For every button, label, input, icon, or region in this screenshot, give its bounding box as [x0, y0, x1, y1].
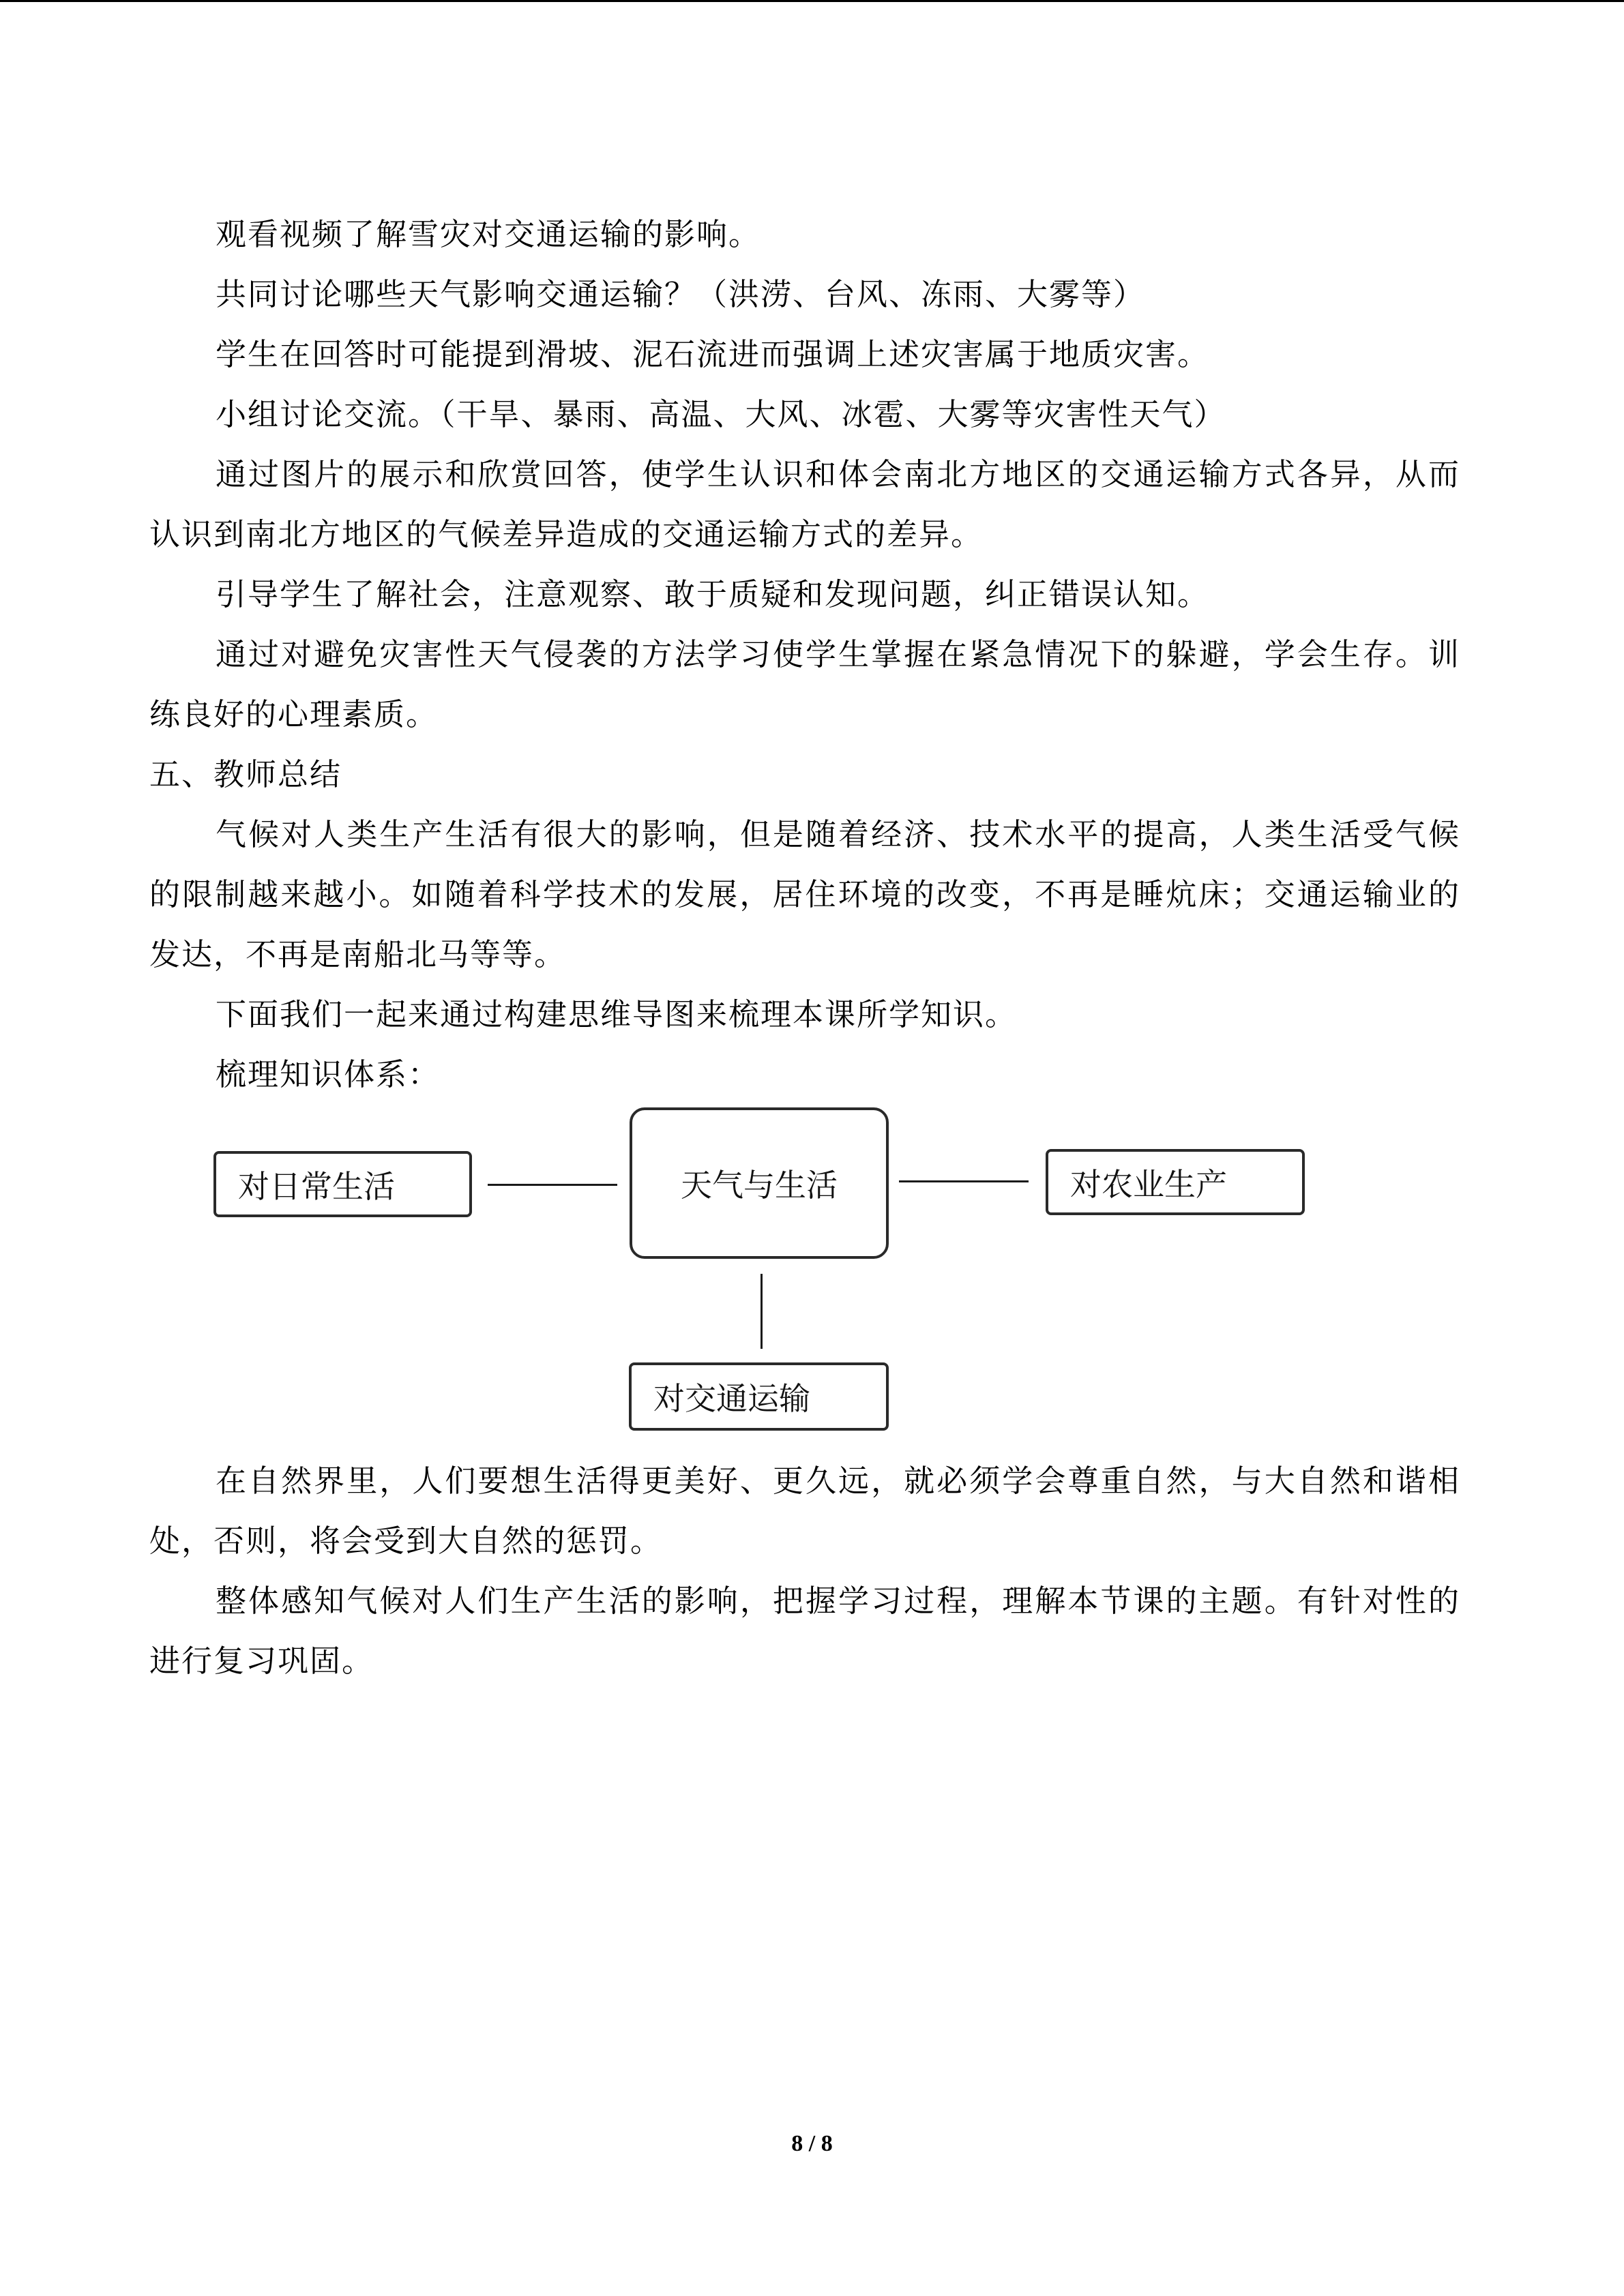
paragraph-review: 整体感知气候对人们生产生活的影响，把握学习过程，理解本节课的主题。有针对性的进行复习巩固。	[149, 1583, 1460, 1679]
page-top-border	[0, 0, 1624, 2]
paragraph-guide: 引导学生了解社会，注意观察、敢于质疑和发现问题，纠正错误认知。	[216, 576, 1210, 612]
paragraph-knowledge: 梳理知识体系：	[216, 1056, 441, 1092]
paragraph-mindmap-intro: 下面我们一起来通过构建思维导图来梳理本课所学知识。	[216, 996, 1018, 1032]
node-label-transport: 对交通运输	[653, 1380, 810, 1417]
paragraph-video: 观看视频了解雪灾对交通运输的影响。	[216, 216, 761, 252]
node-label-center: 天气与生活	[681, 1167, 838, 1204]
section-heading: 五、教师总结	[149, 756, 342, 792]
document-body	[149, 205, 1460, 1105]
mind-map-node-daily-life	[213, 1151, 472, 1217]
paragraph-pictures: 通过图片的展示和欣赏回答，使学生认识和体会南北方地区的交通运输方式各异，从而认识到南北方地区的气候差异造成的交通运输方式的差异。	[149, 456, 1460, 552]
node-label-agriculture: 对农业生产	[1070, 1165, 1227, 1203]
paragraph-group: 小组讨论交流。（干旱、暴雨、高温、大风、冰雹、大雾等灾害性天气）	[216, 396, 1226, 432]
mind-map-node-agriculture	[1046, 1149, 1305, 1215]
document-body-lower	[149, 1451, 1460, 1691]
node-label-daily-life: 对日常生活	[238, 1167, 395, 1205]
page-number: 8 / 8	[791, 2131, 833, 2156]
paragraph-geologic: 学生在回答时可能提到滑坡、泥石流进而强调上述灾害属于地质灾害。	[216, 336, 1210, 372]
paragraph-nature: 在自然界里，人们要想生活得更美好、更久远，就必须学会尊重自然，与大自然和谐相处，否则，将会受到大自然的惩罚。	[149, 1463, 1460, 1559]
connector-left	[488, 1184, 617, 1186]
connector-right	[899, 1180, 1029, 1182]
connector-bottom	[761, 1274, 763, 1349]
mind-map-node-center	[630, 1107, 889, 1259]
paragraph-avoid: 通过对避免灾害性天气侵袭的方法学习使学生掌握在紧急情况下的躲避，学会生存。训练良好的心理素质。	[149, 636, 1460, 732]
mind-map-node-transport	[629, 1362, 889, 1431]
paragraph-discussion: 共同讨论哪些天气影响交通运输？（洪涝、台风、冻雨、大雾等）	[216, 276, 1146, 312]
paragraph-climate: 气候对人类生产生活有很大的影响，但是随着经济、技术水平的提高，人类生活受气候的限制越来越小。如随着科学技术的发展，居住环境的改变，不再是睡炕床；交通运输业的发达，不再是南船北马等等。	[149, 816, 1460, 972]
